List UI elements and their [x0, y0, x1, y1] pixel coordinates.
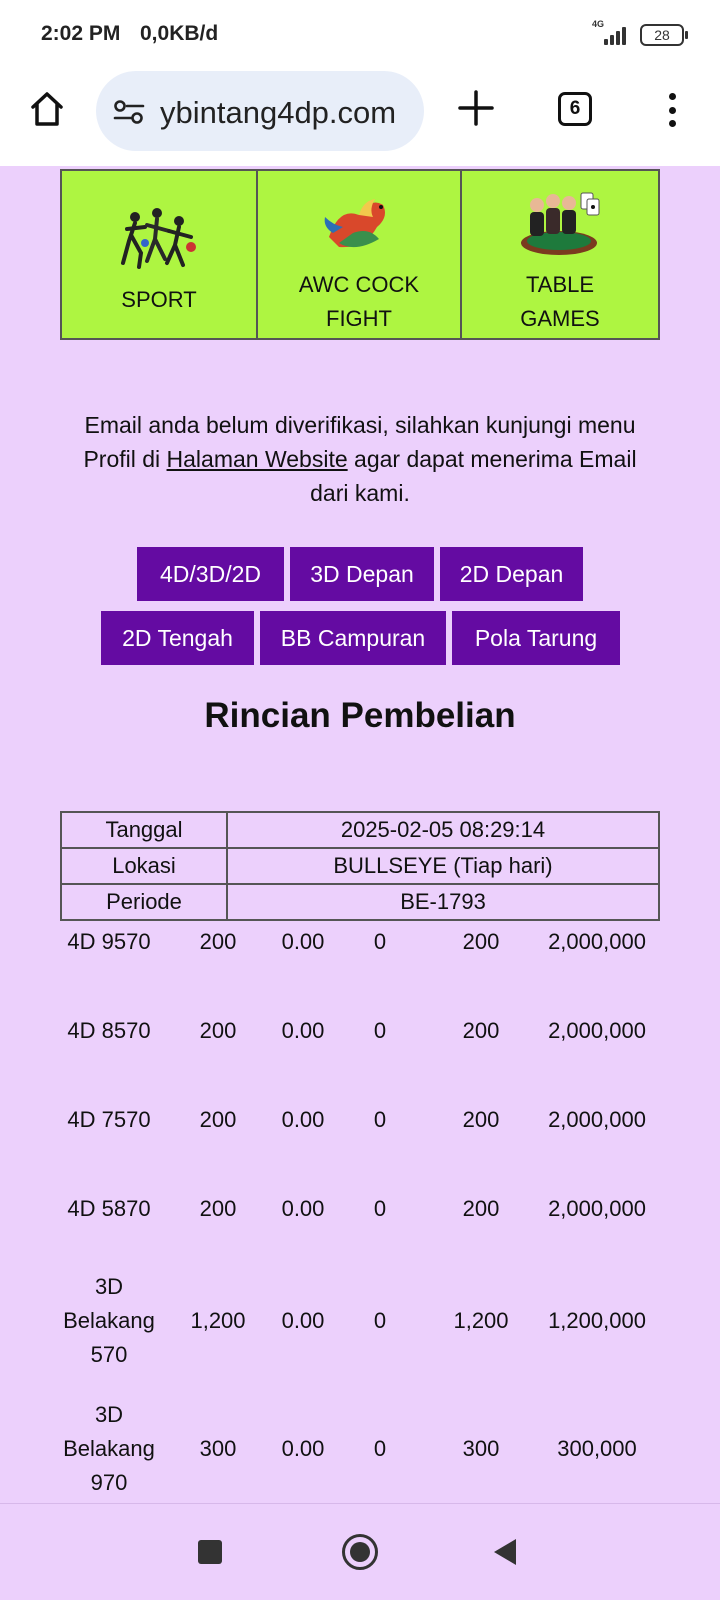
bet-name-line2: Belakang: [63, 1436, 155, 1461]
home-button[interactable]: [24, 86, 70, 132]
sport-icon: [117, 203, 201, 273]
game-awc-label-line1: AWC COCK: [298, 272, 420, 297]
game-table-label-line2: GAMES: [520, 306, 600, 331]
bet-discount-amount: 0: [373, 1308, 387, 1333]
status-icons: [592, 19, 684, 48]
bet-name-line1: 3D: [94, 1274, 124, 1299]
website-link[interactable]: Halaman Website: [166, 446, 348, 472]
bet-row: [60, 1098, 660, 1187]
bet-row: [60, 1187, 660, 1276]
bet-pay: 200: [462, 1018, 500, 1043]
bet-name: 4D 9570: [67, 929, 151, 954]
menu-button-pola-tarung[interactable]: Pola Tarung: [452, 611, 620, 665]
game-awc-label-line2: FIGHT: [326, 306, 392, 331]
bet-win: 2,000,000: [548, 929, 646, 954]
url-bar[interactable]: [96, 71, 424, 151]
bet-discount-amount: 0: [373, 1436, 387, 1461]
home-icon: [27, 89, 67, 129]
bet-name: 4D 7570: [67, 1107, 151, 1132]
bet-pay: 200: [462, 929, 500, 954]
tab-switcher-button[interactable]: 6: [558, 92, 592, 126]
bet-pay: 300: [462, 1436, 500, 1461]
info-value: 2025-02-05 08:29:14: [227, 812, 659, 848]
bet-discount: 0.00: [281, 1196, 325, 1221]
notice-line2-before: Profil di: [83, 446, 167, 472]
bet-win: 2,000,000: [548, 1107, 646, 1132]
bet-discount: 0.00: [281, 1107, 325, 1132]
status-time: 2:02 PM: [41, 22, 121, 45]
bet-amount: 200: [199, 1018, 237, 1043]
more-menu-icon[interactable]: [660, 90, 684, 130]
bet-discount: 0.00: [281, 1308, 325, 1333]
notice-line3: dari kami.: [310, 480, 410, 506]
game-sport[interactable]: [62, 171, 258, 338]
bet-discount: 0.00: [281, 929, 325, 954]
bet-amount: 200: [199, 1196, 237, 1221]
menu-button-2d-depan[interactable]: 2D Depan: [440, 547, 583, 601]
info-value: BE-1793: [227, 884, 659, 920]
bet-name-line3: 970: [90, 1470, 128, 1495]
info-row-date: [61, 812, 659, 848]
battery-icon: 28: [640, 24, 684, 46]
purchase-info-table: [60, 811, 660, 921]
menu-button-3d-depan[interactable]: 3D Depan: [290, 547, 434, 601]
home-circle-icon[interactable]: [342, 1534, 378, 1570]
bet-win: 2,000,000: [548, 1196, 646, 1221]
back-icon[interactable]: [494, 1539, 516, 1565]
info-key: Periode: [61, 884, 227, 920]
bet-discount: 0.00: [281, 1018, 325, 1043]
notice-line2: [60, 442, 660, 476]
email-verification-notice: [60, 408, 660, 510]
notice-line1: Email anda belum diverifikasi, silahkan kunjungi menu: [84, 412, 636, 438]
game-sport-label: SPORT: [121, 287, 197, 312]
signal-label: 4G: [592, 19, 605, 29]
info-row-period: [61, 884, 659, 920]
bet-list: [60, 920, 660, 1518]
bet-discount: 0.00: [281, 1436, 325, 1461]
bet-discount-amount: 0: [373, 929, 387, 954]
system-nav-bar: [0, 1503, 720, 1600]
site-settings-icon[interactable]: [112, 95, 146, 129]
bet-row: [60, 920, 660, 1009]
menu-button-bb-campuran[interactable]: BB Campuran: [260, 611, 446, 665]
game-awc-cock-fight[interactable]: [258, 171, 462, 338]
bet-row: [60, 1276, 660, 1398]
bet-amount: 1,200: [190, 1308, 246, 1333]
menu-button-2d-tengah[interactable]: 2D Tengah: [101, 611, 254, 665]
bet-name: 4D 5870: [67, 1196, 151, 1221]
bet-discount-amount: 0: [373, 1196, 387, 1221]
bet-name-line1: 3D: [94, 1402, 124, 1427]
bet-win: 1,200,000: [548, 1308, 646, 1333]
info-key: Tanggal: [61, 812, 227, 848]
game-table-label-line1: TABLE: [525, 272, 595, 297]
info-row-location: [61, 848, 659, 884]
info-value: BULLSEYE (Tiap hari): [227, 848, 659, 884]
table-games-icon: [519, 187, 601, 257]
bet-win: 2,000,000: [548, 1018, 646, 1043]
menu-button-4d3d2d[interactable]: 4D/3D/2D: [137, 547, 284, 601]
bet-discount-amount: 0: [373, 1018, 387, 1043]
bet-name: 4D 8570: [67, 1018, 151, 1043]
bet-row: [60, 1009, 660, 1098]
bet-amount: 300: [199, 1436, 237, 1461]
new-tab-icon[interactable]: [454, 86, 498, 130]
bet-amount: 200: [199, 929, 237, 954]
game-categories: [60, 169, 660, 340]
rooster-icon: [319, 187, 399, 257]
bet-name-line3: 570: [90, 1342, 128, 1367]
bet-pay: 200: [462, 1107, 500, 1132]
page-title: Rincian Pembelian: [204, 696, 516, 735]
status-network-speed: 0,0KB/d: [140, 22, 219, 45]
bet-name-line2: Belakang: [63, 1308, 155, 1333]
bet-pay: 1,200: [453, 1308, 509, 1333]
bet-discount-amount: 0: [373, 1107, 387, 1132]
browser-toolbar: [0, 68, 720, 166]
bet-win: 300,000: [557, 1436, 637, 1461]
game-table-games[interactable]: [462, 171, 658, 338]
bet-row: [60, 1398, 660, 1518]
bet-pay: 200: [462, 1196, 500, 1221]
notice-line2-after: agar dapat menerima Email: [347, 446, 637, 472]
recent-apps-icon[interactable]: [198, 1540, 222, 1564]
signal-icon: [592, 19, 630, 47]
url-text[interactable]: ybintang4dp.com: [160, 95, 397, 130]
bet-amount: 200: [199, 1107, 237, 1132]
info-key: Lokasi: [61, 848, 227, 884]
status-bar: [0, 0, 720, 68]
